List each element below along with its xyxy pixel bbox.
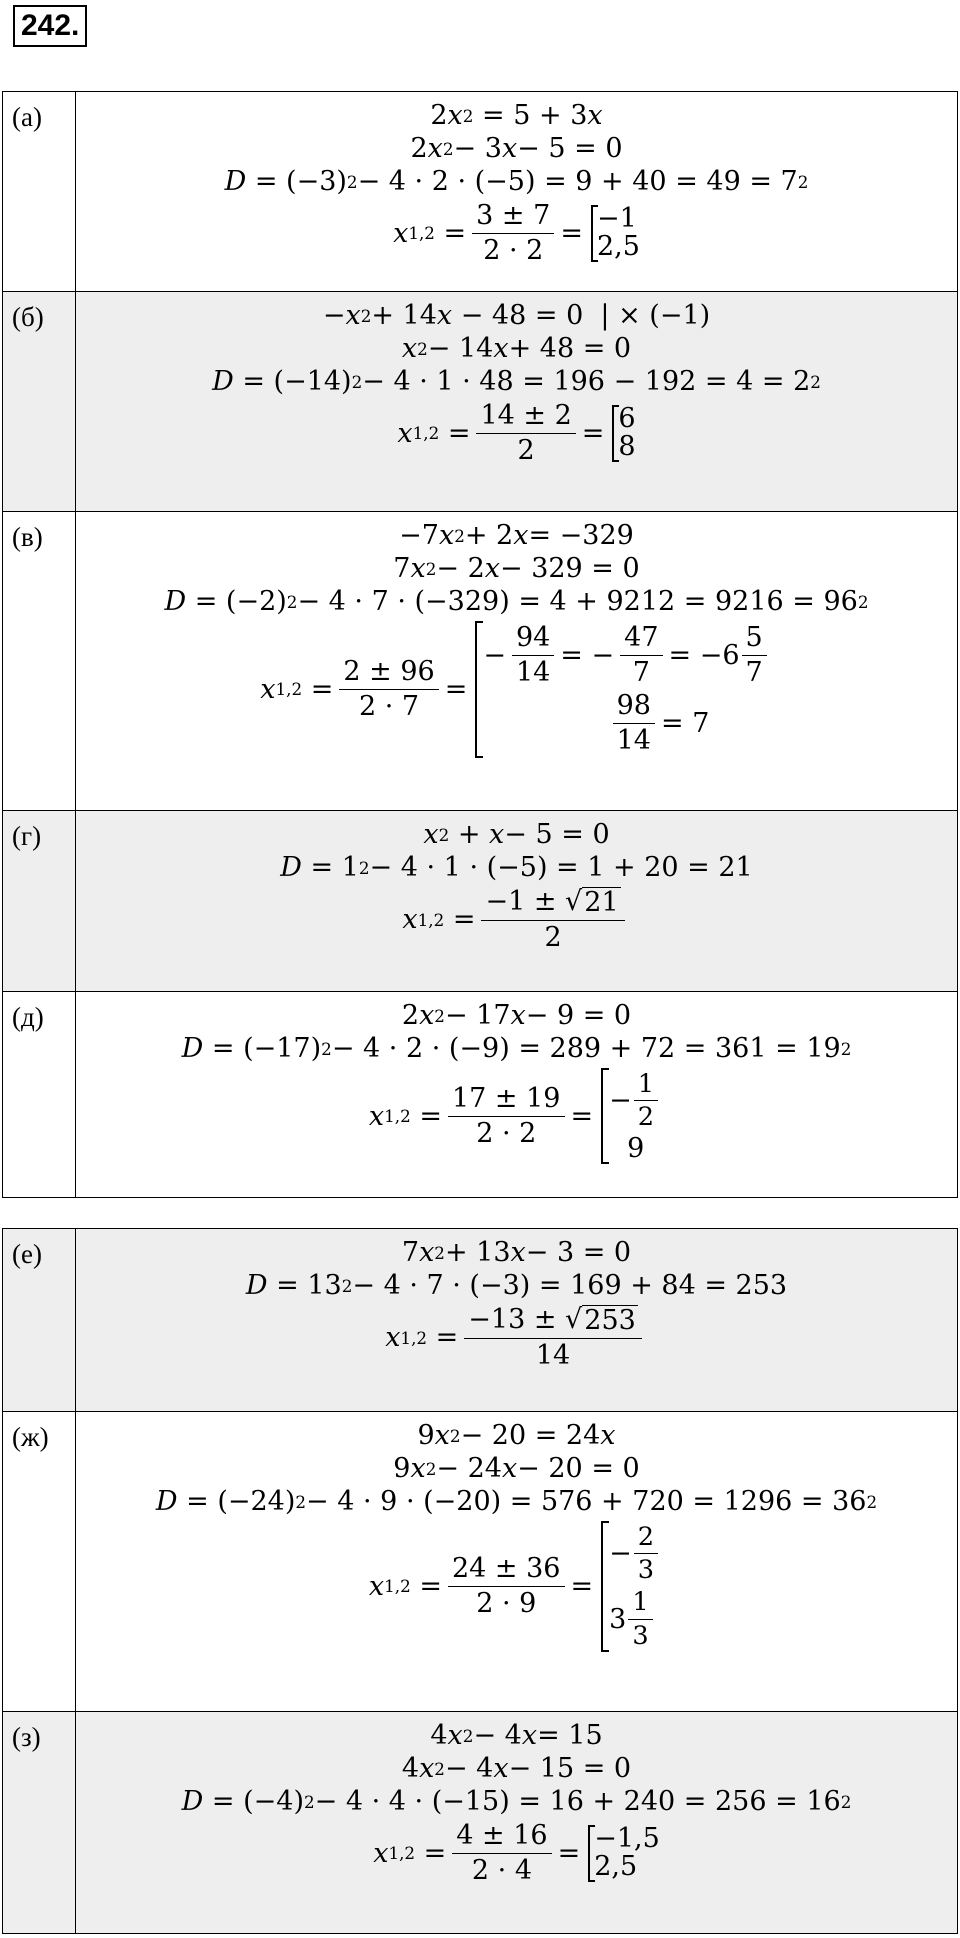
row-z [3,1712,958,1934]
roots-b: x 1,2 = $\frac{14 \pm 2}{2}$ = 6 8 [397,400,636,466]
roots-z: x 1,2 = $\frac{4 \pm 16}{2 \cdot 4}$ = −1,5 2,5 [373,1820,660,1886]
eq-b-2: x 2 − 14 x + 48 = 0 [401,333,632,364]
eq-z-1: 4 x 2 − 4 x = 15 [430,1720,603,1751]
roots-a: x 1,2 = $\frac{3 \pm 7}{2 \cdot 2}$ = −1 2,5 [393,200,640,266]
discriminant-a: D = (−3) 2 − 4 · 2 · (−5) = 9 + 40 = 49 = 7 2 [224,166,809,197]
problem-number: 242. [13,5,87,47]
discriminant-d: D = (−17) 2 − 4 · 2 · (−9) = 289 + 72 = 361 = 19 2 [181,1033,852,1064]
label-z: (з) [3,1712,76,1934]
label-v: (в) [3,512,76,811]
row-g [3,811,958,992]
discriminant-g: D = 1 2 − 4 · 1 · (−5) = 1 + 20 = 21 [280,852,753,883]
eq-zh-2: 9 x 2 − 24 x − 20 = 0 [393,1453,640,1484]
solutions-table-2 [2,1228,958,1934]
roots-e: x 1,2 = −13 ± √ 253 14 [76,1305,957,1370]
row-e [3,1229,958,1412]
label-b: (б) [3,292,76,512]
eq-z-2: 4 x 2 − 4 x − 15 = 0 [401,1753,632,1784]
roots-zh: x 1,2 = $\frac{24 \pm 36}{2 \cdot 9}$ = − $\frac{2}{3}$ 3 $\frac{1}{3}$ [76,1521,957,1652]
eq-v-2: 7 x 2 − 2 x − 329 = 0 [393,553,640,584]
row-v [3,512,958,811]
roots-g: x 1,2 = −1 ± √ 21 2 [76,887,957,952]
discriminant-b: D = (−14) 2 − 4 · 1 · 48 = 196 − 192 = 4 = 2 2 [212,366,821,397]
discriminant-v: D = (−2) 2 − 4 · 7 · (−329) = 4 + 9212 = 9216 = 96 2 [164,586,869,617]
discriminant-zh: D = (−24) 2 − 4 · 9 · (−20) = 576 + 720 = 1296 = 36 2 [155,1486,878,1517]
label-d: (д) [3,992,76,1198]
eq-v-1: − 7 x 2 + 2 x = −329 [399,520,634,551]
row-a [3,92,958,292]
solutions-table-1 [2,91,958,1198]
eq-e-1: 7 x 2 + 13 x − 3 = 0 [401,1237,632,1268]
label-a: (а) [3,92,76,292]
roots-d: x 1,2 = $\frac{17 \pm 19}{2 \cdot 2}$ = − $\frac{1}{2}$ 9 [76,1068,957,1164]
eq-a-1: 2 x 2 = 5 + 3 x [430,100,603,131]
discriminant-z: D = (−4) 2 − 4 · 4 · (−15) = 16 + 240 = 256 = 16 2 [181,1786,852,1817]
label-e: (е) [3,1229,76,1412]
discriminant-e: D = 13 2 − 4 · 7 · (−3) = 169 + 84 = 253 [245,1270,788,1301]
eq-g-1: x 2 + x − 5 = 0 [423,819,610,850]
label-g: (г) [3,811,76,992]
row-d [3,992,958,1198]
roots-v: x 1,2 = $\frac{2 \pm 96}{2 \cdot 7}$ = − $\frac{94}{14}$ = − $\frac{47}{7}$ = −6 $\frac{5}{7}$ $\frac{98}{14}$ = 7 [76,621,957,758]
eq-a-2: 2 x 2 − 3 x − 5 = 0 [410,133,623,164]
label-zh: (ж) [3,1412,76,1712]
eq-d-1: 2 x 2 − 17 x − 9 = 0 [401,1000,632,1031]
row-zh [3,1412,958,1712]
eq-b-1: − x 2 + 14 x − 48 = 0 | × (−1) [322,300,711,331]
row-b [3,292,958,512]
eq-zh-1: 9 x 2 − 20 = 24 x [417,1420,616,1451]
